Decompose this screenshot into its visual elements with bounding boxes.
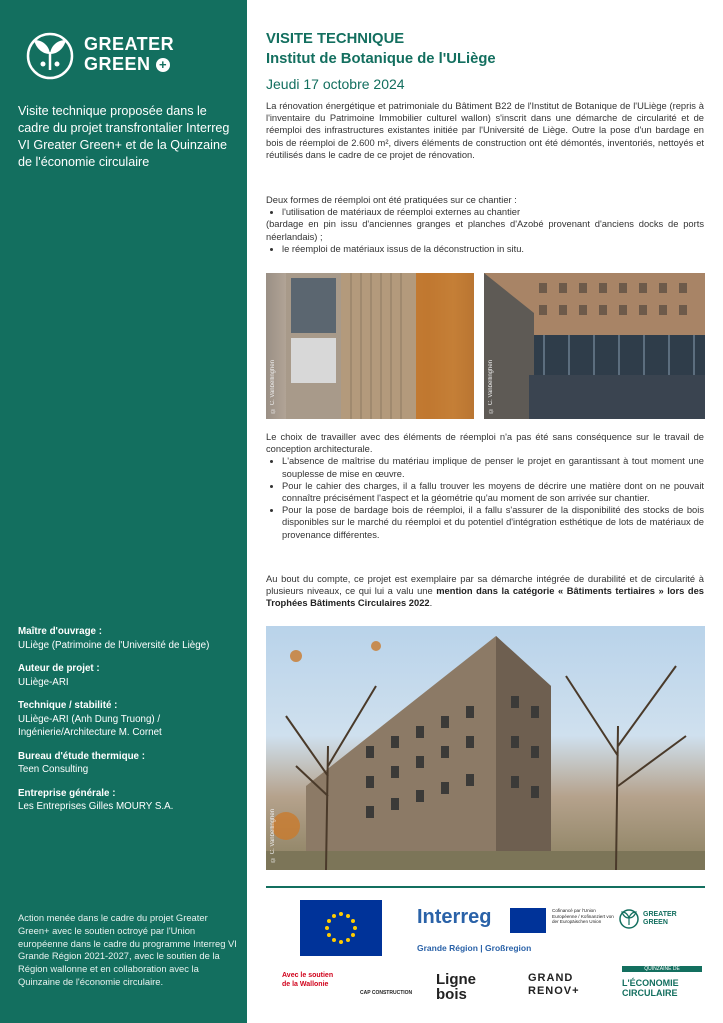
cap-construction-logo: CAP CONSTRUCTION xyxy=(360,990,413,996)
reuse-forms-paragraph: Deux formes de réemploi ont été pratiquées sur ce chantier : • l'utilisation de matériaux de réemploi externes au chantier (bardage en pin issu d'anciennes granges et planches d'Azobé provenant d'anciens docks de ports néerlandais) ; • le réemploi de matériaux issus de la déconstruction in situ. xyxy=(266,194,704,255)
intro-text: Visite technique proposée dans le cadre du projet transfrontalier Interreg VI Greater Green+ et de la Quinzaine de l'économie circulaire xyxy=(18,104,230,169)
award-mention: mention dans la catégorie « Bâtiments tertiaires » lors des Trophées Bâtiments Circulaires 2022 xyxy=(266,586,704,609)
courtyard-illustration xyxy=(484,273,705,419)
credit-entreprise-generale: Entreprise générale : Les Entreprises Gilles MOURY S.A. xyxy=(18,787,174,812)
leaf-circle-icon xyxy=(24,30,76,82)
sidebar xyxy=(0,0,247,1023)
logo-line1: GREATER xyxy=(84,34,175,54)
list-item: • le réemploi de matériaux issus de la déconstruction in situ. xyxy=(282,243,704,255)
page-title: Institut de Botanique de l'ULiège xyxy=(266,51,496,67)
list-item: • l'utilisation de matériaux de réemploi externes au chantier xyxy=(282,206,704,218)
credit-auteur-projet: Auteur de projet : ULiège-ARI xyxy=(18,663,100,688)
funding-logos-row1 xyxy=(300,900,700,960)
cofinance-label: Cofinancé par l'Union Européenne / Kofinanziert von der Europäischen Union xyxy=(552,908,614,925)
credit-maitre-ouvrage: Maître d'ouvrage : ULiège (Patrimoine de l'Université de Liège) xyxy=(18,626,210,651)
design-impact-paragraph: Le choix de travailler avec des éléments de réemploi n'a pas été sans conséquence sur le travail de conception architecturale. • L'absence de maîtrise du matériau implique de penser le projet en garantissant à tout moment une souplesse de mise en œuvre. • Pour le cahier des charges, il a fallu trouver les moyens de décrire une matière dont on ne pouvait connaître précisément l'aspect et la géométrie qu'au moment de son arrivée sur chantier. • Pour la pose de bardage bois de réemploi, il a fallu s'assurer de la disponibilité des stocks de bois disponibles sur le marché du réemploi et du potentiel d'intégration esthétique de lots de matériaux de provenance différentes. xyxy=(266,431,704,541)
eu-flag-small-icon xyxy=(510,908,546,933)
interreg-logo: Interreg xyxy=(417,906,492,928)
ligne-bois-logo: Ligne bois xyxy=(436,971,476,1003)
greater-green-small-logo: GREATER GREEN xyxy=(618,908,688,936)
building-exterior-photo xyxy=(266,626,705,870)
quinzaine-label: QUINZAINE DE xyxy=(622,966,702,972)
building-illustration xyxy=(266,626,705,870)
logo-wordmark xyxy=(84,34,174,74)
photo-credit: © C. Vanbellinghen xyxy=(270,809,276,862)
photo-credit: © C. Vanbellinghen xyxy=(488,360,494,413)
credit-bureau-thermique: Bureau d'étude thermique : Teen Consulting xyxy=(18,750,145,775)
list-item: • Pour la pose de bardage bois de réemploi, il a fallu s'assurer de la disponibilité des stocks de bois disponibles sur le marché du réemploi et du potentiel d'intégration esthétique de lots de matériaux de provenance différentes. xyxy=(282,504,704,541)
courtyard-photo xyxy=(484,273,705,419)
design-impact-list xyxy=(266,455,704,540)
facade-detail-illustration xyxy=(266,273,474,419)
interreg-region-label: Grande Région | Großregion xyxy=(417,943,532,953)
project-credits xyxy=(18,625,233,824)
list-item: • Pour le cahier des charges, il a fallu trouver les moyens de décrire une matière dont on ne pouvait connaître précisément l'aspect et la géométrie qu'au moment de son arrivée sur chantier. xyxy=(282,480,704,504)
plus-icon: + xyxy=(156,58,170,72)
grand-renov-logo: GRAND RENOV+ xyxy=(528,972,580,997)
page-kicker: VISITE TECHNIQUE xyxy=(266,31,405,47)
funding-footnote: Action menée dans le cadre du projet Greater Green+ avec le soutien octroyé par l'Union européenne dans le cadre du programme Interreg VI Grande Région 2021-2027, avec le soutien de la Région wallonne et en collaboration avec la Quinzaine de l'économie circulaire. xyxy=(18,912,237,987)
photo-credit: © C. Vanbellinghen xyxy=(270,360,276,413)
reuse-forms-list xyxy=(266,206,704,218)
logo-line2: GREEN + xyxy=(84,54,174,74)
section-divider xyxy=(266,886,705,888)
credit-technique-stabilite: Technique / stabilité : ULiège-ARI (Anh Dung Truong) / Ingénierie/Architecture M. Cornet xyxy=(18,700,162,738)
visit-date: Jeudi 17 octobre 2024 xyxy=(266,76,405,92)
conclusion-paragraph: Au bout du compte, ce projet est exemplaire par sa démarche intégrée de durabilité et de circularité à plusieurs niveaux, ce qui lui a valu une mention dans la catégorie « Bâtiments tertiaires » lors des Trophées Bâtiments Circulaires 2022. xyxy=(266,574,704,609)
greater-green-logo xyxy=(24,30,184,86)
leaf-circle-icon xyxy=(618,908,640,930)
economie-circulaire-logo: L'ÉCONOMIE CIRCULAIRE xyxy=(622,978,679,998)
wallonie-logo: Avec le soutien de la Wallonie xyxy=(282,972,334,988)
intro-paragraph: La rénovation énergétique et patrimoniale du Bâtiment B22 de l'Institut de Botanique de l'ULiège (repris à l'inventaire du Patrimoine Immobilier culturel wallon) s'inscrit dans une démarche de circularité et de réemploi des infrastructures existantes initiée par l'Université de Liège. Outre la pose d'un bardage en bois de réemploi de 2.600 m², divers éléments de construction ont été démontés, inventoriés, nettoyés et réutilisés dans le cadre de ce projet de rénovation. xyxy=(266,101,704,160)
list-note: (bardage en pin issu d'anciennes granges et planches d'Azobé provenant d'anciens docks de ports néerlandais) ; xyxy=(266,219,704,242)
eu-flag-icon xyxy=(300,900,382,956)
facade-detail-photo xyxy=(266,273,474,419)
funding-logos-row2 xyxy=(266,966,706,1018)
list-item: • L'absence de maîtrise du matériau implique de penser le projet en garantissant à tout moment une souplesse de mise en œuvre. xyxy=(282,455,704,479)
